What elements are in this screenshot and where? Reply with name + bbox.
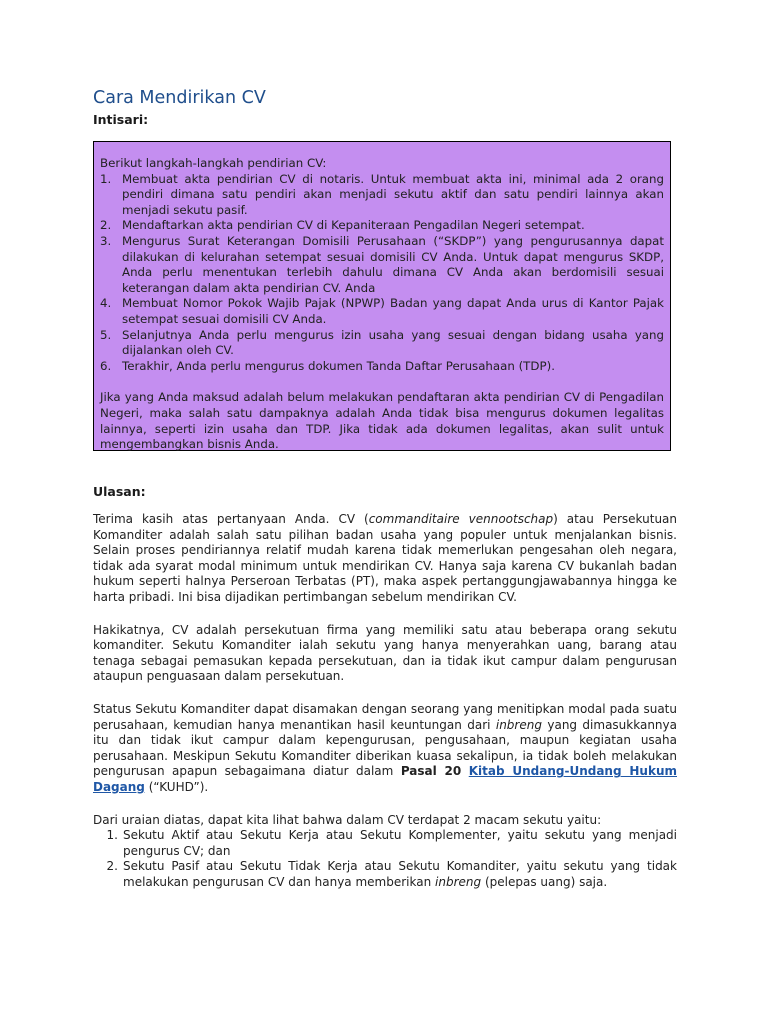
step-text: Mendaftarkan akta pendirian CV di Kepaniteraan Pengadilan Negeri setempat. <box>122 218 585 233</box>
summary-step <box>100 296 664 327</box>
italic-term: commanditaire vennootschap <box>368 512 554 526</box>
intisari-label: Intisari: <box>93 112 149 127</box>
paragraph-1 <box>93 512 677 606</box>
step-text: Terakhir, Anda perlu mengurus dokumen Tanda Daftar Perusahaan (TDP). <box>122 358 555 373</box>
summary-step <box>100 234 664 296</box>
italic-term: inbreng <box>435 874 482 889</box>
paragraph-3 <box>93 702 677 796</box>
step-number: 6. <box>100 358 112 373</box>
paragraph-2: Hakikatnya, CV adalah persekutuan firma yang memiliki satu atau beberapa orang sekutu komanditer. Sekutu Komanditer ialah sekutu yang hanya menyerahkan uang, barang atau tenaga sebagai pemasukan kepada persekutuan, dan ia tidak ikut campur dalam pengurusan ataupun penguasaan dalam persekutuan. <box>93 622 677 684</box>
paragraph-text <box>461 764 468 778</box>
bold-term: Pasal 20 <box>400 764 462 779</box>
page-title: Cara Mendirikan CV <box>93 88 266 108</box>
paragraph-text: (“KUHD”). <box>144 779 209 794</box>
step-text: Membuat Nomor Pokok Wajib Pajak (NPWP) Badan yang dapat Anda urus di Kantor Pajak setempat sesuai domisili CV Anda. <box>122 296 664 326</box>
paragraph-text: Terima kasih atas pertanyaan Anda. CV ( <box>93 512 369 526</box>
item-number: 1. <box>106 828 118 843</box>
italic-term: inbreng <box>495 717 542 732</box>
list-item <box>93 859 677 890</box>
article-body <box>93 512 677 890</box>
summary-step <box>100 328 664 359</box>
paragraph-4: Dari uraian diatas, dapat kita lihat bahwa dalam CV terdapat 2 macam sekutu yaitu: <box>93 812 602 827</box>
summary-closing: Jika yang Anda maksud adalah belum melakukan pendaftaran akta pendirian CV di Pengadilan Negeri, maka salah satu dampaknya adalah Anda tidak bisa mengurus dokumen legalitas lainnya, seperti izin usaha dan TDP. Jika tidak ada dokumen legalitas, akan sulit untuk mengembangkan bisnis Anda. <box>100 390 664 452</box>
item-text-part: Sekutu Pasif atau Sekutu Tidak Kerja atau Sekutu Komanditer, yaitu sekutu yang tidak melakukan pengurusan CV dan hanya memberikan <box>123 859 677 889</box>
item-number: 2. <box>106 859 118 874</box>
step-number: 2. <box>100 218 112 233</box>
summary-intro: Berikut langkah-langkah pendirian CV: <box>100 156 327 170</box>
summary-box <box>93 141 671 451</box>
sekutu-list <box>93 828 677 890</box>
paragraph-text: yang dimasukkannya itu dan tidak ikut campur dalam kepengurusan, pengusahaan, maupun kegiatan usaha perusahaan. Meskipun Sekutu Komanditer diberikan kuasa sekalipun, ia tidak boleh melakukan pengurusan apapun sebagaimana diatur dalam <box>93 717 677 779</box>
step-text: Membuat akta pendirian CV di notaris. Untuk membuat akta ini, minimal ada 2 orang pendiri dimana satu pendiri akan menjadi sekutu aktif dan satu pendiri lainnya akan menjadi sekutu pasif. <box>122 171 664 217</box>
step-text: Selanjutnya Anda perlu mengurus izin usaha yang sesuai dengan bidang usaha yang dijalankan oleh CV. <box>122 327 664 358</box>
ulasan-label: Ulasan: <box>93 484 146 499</box>
step-number: 5. <box>100 327 112 342</box>
step-number: 1. <box>100 171 112 186</box>
list-item <box>93 828 677 859</box>
item-text <box>123 859 677 890</box>
step-number: 3. <box>100 233 112 248</box>
paragraph-text: Status Sekutu Komanditer dapat disamakan dengan seorang yang menitipkan modal pada suatu perusahaan, kemudian hanya menantikan hasil keuntungan dari <box>93 701 677 732</box>
step-number: 4. <box>100 296 112 311</box>
kuhd-link[interactable]: Kitab Undang-Undang Hukum Dagang <box>93 764 677 794</box>
summary-step <box>100 359 664 375</box>
summary-steps <box>100 172 664 375</box>
summary-step <box>100 218 664 234</box>
item-text: Sekutu Aktif atau Sekutu Kerja atau Sekutu Komplementer, yaitu sekutu yang menjadi pengurus CV; dan <box>123 828 677 858</box>
step-text: Mengurus Surat Keterangan Domisili Perusahaan (“SKDP”) yang pengurusannya dapat dilakukan di kelurahan setempat sesuai domisili CV Anda. Untuk dapat mengurus SKDP, Anda perlu menentukan terlebih dahulu dimana CV Anda akan berdomisili sesuai keterangan dalam akta pendirian CV. Anda <box>122 233 664 295</box>
item-text-part: (pelepas uang) saja. <box>481 874 608 889</box>
summary-step <box>100 172 664 219</box>
paragraph-text: ) atau Persekutuan Komanditer adalah salah satu pilihan badan usaha yang populer untuk menjalankan bisnis. Selain proses pendiriannya relatif mudah karena tidak memerlukan pengesahan oleh negara, tidak ada syarat modal minimum untuk mendirikan CV. Hanya saja karena CV bukanlah badan hukum seperti halnya Perseroan Terbatas (PT), maka aspek pertanggungjawabannya hingga ke harta pribadi. Ini bisa dijadikan pertimbangan sebelum mendirikan CV. <box>93 512 678 604</box>
